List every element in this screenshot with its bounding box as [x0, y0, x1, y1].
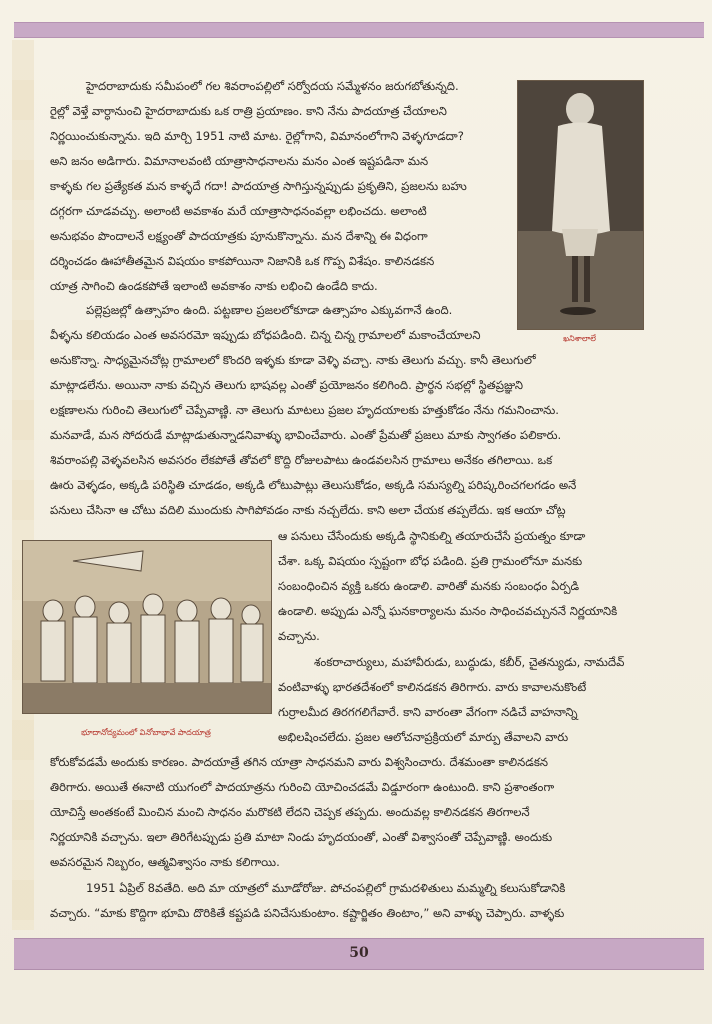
text-line: ఆ పనులు చేసేందుకు అక్కడి స్థానికుల్ని తయారుచేసే ప్రయత్నం కూడా [278, 529, 586, 543]
text-line: గుర్రాలమీద తిరగగలిగేవారే. కాని వారంతా వేగంగా నడిచే వాహనాన్ని [278, 705, 578, 719]
paragraph-village-people [50, 298, 512, 348]
text-line: మాట్లాడలేను. అయినా నాకు వచ్చిన తెలుగు భాషవల్ల ఎంతో ప్రయోజనం కలిగింది. ప్రార్థన సభల్లో స్థితప్రజ్ఞుని [50, 378, 523, 392]
paragraph-top [50, 74, 512, 299]
portrait-photo [517, 80, 644, 330]
text-line: పనులు చేసినా ఆ చోటు వదిలి ముందుకు సాగిపోవడం నాకు నచ్చలేదు. కాని అలా చేయక తప్పలేదు. ఇక ఆయా చోట్ల [50, 503, 566, 517]
portrait-caption: ఖనిశాలాలే [563, 334, 596, 343]
text-line: యోచిస్తే అంతకంటే మించిన మంచి సాధనం మరొకటి లేదని చెప్పక తప్పదు. అందువల్ల కాలినడకన తిరగాలనే [50, 805, 530, 819]
text-line: అనుకొన్నా. సాధ్యమైనచోట్ల గ్రామాలలో కొందరి ఇళ్ళకు కూడా వెళ్ళి వచ్చా. నాకు తెలుగు వచ్చు. కానీ తెలుగులో [50, 353, 536, 367]
text-line: చేశా. ఒక్క విషయం స్పష్టంగా బోధ పడింది. ప్రతి గ్రామంలోనూ మనకు [278, 554, 583, 568]
text-line: అనుభవం పొందాలనే లక్ష్యంతో పాదయాత్రకు పూనుకొన్నాను. మన దేశాన్ని ఈ విధంగా [50, 229, 428, 243]
text-line: ఉండాలి. అప్పుడు ఎన్నో ఘనకార్యాలను మనం సాధించవచ్చుననే నిర్ణయానికి [278, 604, 618, 618]
text-line: యాత్ర సాగించి ఉండకపోతే ఇలాంటి అవకాశం నాకు లభించి ఉండేది కాదు. [50, 279, 378, 293]
text-line: అని జనం అడిగారు. విమానాలవంటి యాత్రాసాధనాలను మనం ఎంత ఇష్టపడినా మన [50, 154, 429, 168]
text-line: వచ్చాను. [278, 629, 320, 643]
text-line: అవసరమైన నిబ్బరం, ఆత్మవిశ్వాసం నాకు కలిగాయి. [50, 855, 280, 869]
text-line: నిర్ణయానికి వచ్చాను. ఇలా తిరిగేటప్పుడు ప్రతి మాటా నిండు హృదయంతో, ఎంతో విశ్వాసంతో చెప్పేవాణ్ణి. అందుకు [50, 830, 553, 844]
text-line: కాళ్ళకు గల ప్రత్యేకత మన కాళ్ళదే గదా! పాదయాత్ర సాగిస్తున్నప్పుడు ప్రకృతిని, ప్రజలను బహు [50, 179, 467, 193]
text-line: సంబంధించిన వ్యక్తి ఒకరు ఉండాలి. వారితో మనకు సంబంధం ఏర్పడి [278, 579, 580, 593]
text-line: పల్లెప్రజల్లో ఉత్సాహం ఉంది. పట్టణాల ప్రజలలోకూడా ఉత్సాహం ఎక్కువగానే ఉంది. [86, 303, 453, 317]
text-line: తిరిగారు. అయితే ఈనాటి యుగంలో పాదయాత్రను గురించి యోచించడమే విడ్డూరంగా ఉంటుంది. కాని ప్రశాంతంగా [50, 780, 555, 794]
paragraph-telugu [50, 348, 668, 523]
text-line: శంకరాచార్యులు, మహావీరుడు, బుద్ధుడు, కబీర్, చైతన్యుడు, నామదేవ్ [314, 655, 625, 669]
left-margin-decoration [12, 40, 34, 930]
text-line: రైల్లో వెళ్తే వార్ధానుంచి హైదరాబాదుకు ఒక రాత్రి ప్రయాణం. కాని నేను పాదయాత్ర చేయాలని [50, 104, 447, 118]
text-line: ఊరు వెళ్ళడం, అక్కడి పరిస్థితి చూడడం, అక్కడి లోటుపాట్లు తెలుసుకోడం, అక్కడి సమస్యల్ని పరిష్కరించగలగడం అనే [50, 478, 577, 492]
text-line: దర్శించడం ఊహాతీతమైన విషయం కాకపోయినా నిజానికి ఒక గొప్ప విశేషం. కాలినడకన [50, 254, 435, 268]
paragraph-walking-decision [50, 750, 668, 875]
top-decorative-band [14, 22, 704, 38]
text-line: అభిలషించలేదు. ప్రజల ఆలోచనాప్రక్రియలో మార్పు తేవాలని వారు [278, 730, 569, 744]
crowd-photo-caption: భూదానోద్యమంలో వినోబాభావే పాదయాత్ర [81, 728, 211, 737]
paragraph-saints [278, 650, 670, 750]
text-line: నిర్ణయించుకున్నాను. ఇది మార్చి 1951 నాటి మాట. రైల్లోగాని, విమానంలోగాని వెళ్ళగూడదా? [50, 129, 464, 143]
portrait-figure-illustration [518, 81, 643, 329]
text-line: 1951 ఏప్రిల్ 8వతేది. అది మా యాత్రలో మూడోరోజు. పోచంపల్లిలో గ్రామదళితులు మమ్మల్ని కలుసుకోడానికి [86, 881, 566, 895]
text-line: వీళ్ళను కలియడం ఎంత అవసరమో ఇప్పుడు బోధపడింది. చిన్న చిన్న గ్రామాలలో మకాంచేయాలని [50, 328, 481, 342]
page-number: 50 [349, 945, 369, 961]
crowd-illustration [23, 541, 271, 713]
text-line: వంటివాళ్ళు భారతదేశంలో కాలినడకన తిరిగారు. వారు కావాలనుకొంటే [278, 680, 587, 694]
crowd-photo [22, 540, 272, 714]
paragraph-pochampalli [50, 876, 668, 926]
bottom-decorative-band [14, 938, 704, 970]
text-line: దగ్గరగా చూడవచ్చు. అలాంటి అవకాశం మరే యాత్రాసాధనంవల్లా లభించదు. అలాంటి [50, 204, 427, 218]
text-line: వచ్చారు. “మాకు కొద్దిగా భూమి దొరికితే కష్టపడి పనిచేసుకుంటాం. కష్టార్జితం తింటాం,” అని వాళ్ళు చెప్పారు. వాళ్ళకు [50, 906, 565, 920]
text-line: లక్షణాలను గురించి తెలుగులో చెప్పేవాణ్ణి. నా తెలుగు మాటలు ప్రజల హృదయాలకు హత్తుకోడం నేను గమనించాను. [50, 403, 559, 417]
text-line: హైదరాబాదుకు సమీపంలో గల శివరాంపల్లిలో సర్వోదయ సమ్మేళనం జరుగబోతున్నది. [86, 79, 459, 93]
text-line: మనవాడే, మన సోదరుడే మాట్లాడుతున్నాడనివాళ్ళు భావించేవారు. ఎంతో ప్రేమతో ప్రజలు మాకు స్వాగతం పలికారు. [50, 428, 562, 442]
text-line: శివరాంపల్లి వెళ్ళవలసిన అవసరం లేకపోతే తోవలో కొద్ది రోజులపాటు ఉండవలసిన గ్రామాలు అనేకం తగిలాయి. ఒక [50, 453, 553, 467]
text-line: కోరుకోవడమే అందుకు కారణం. పాదయాత్రే తగిన యాత్రా సాధనమని వారు విశ్వసించారు. దేశమంతా కాలినడకన [50, 755, 549, 769]
paragraph-local-people [278, 524, 670, 649]
